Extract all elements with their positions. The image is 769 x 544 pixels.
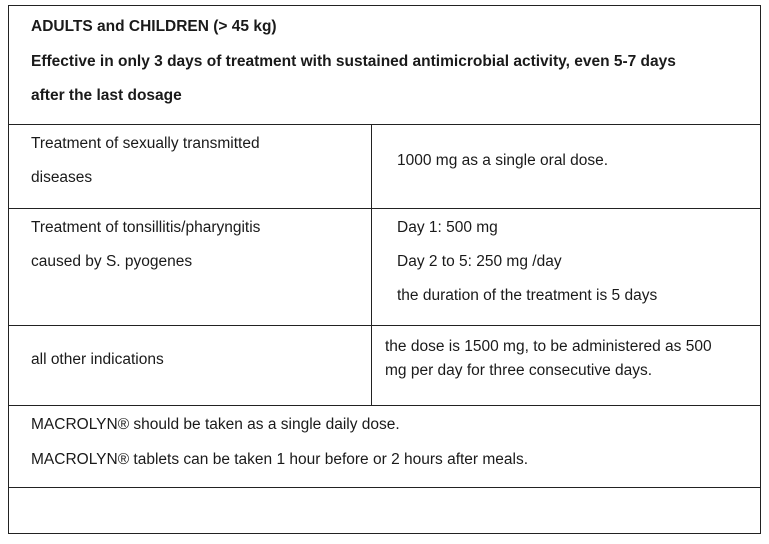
- note-line-2: MACROLYN® tablets can be taken 1 hour before or 2 hours after meals.: [31, 451, 529, 468]
- dose-line-2: Day 2 to 5: 250 mg /day: [397, 253, 562, 270]
- dose-line-1: Day 1: 500 mg: [397, 219, 498, 236]
- notes-row: [9, 406, 760, 488]
- dosage-row-other: [9, 326, 760, 406]
- indication-line-1: all other indications: [31, 351, 164, 368]
- dose-line-1: 1000 mg as a single oral dose.: [397, 152, 609, 169]
- header-title: ADULTS and CHILDREN (> 45 kg): [31, 18, 277, 35]
- dose-line-2: mg per day for three consecutive days.: [385, 362, 653, 379]
- column-divider: [371, 326, 372, 405]
- indication-line-2: caused by S. pyogenes: [31, 253, 193, 270]
- dosage-row-tonsillitis: [9, 209, 760, 326]
- dosage-table: [8, 5, 761, 534]
- dosage-row-std: [9, 125, 760, 209]
- header-subtitle-line-1: Effective in only 3 days of treatment with sustained antimicrobial activity, even 5-7 days: [31, 53, 676, 70]
- dose-line-3: the duration of the treatment is 5 days: [397, 287, 658, 304]
- header-row: [9, 6, 760, 125]
- empty-row: [9, 488, 760, 533]
- header-subtitle-line-2: after the last dosage: [31, 87, 182, 104]
- indication-line-2: diseases: [31, 169, 93, 186]
- indication-line-1: Treatment of tonsillitis/pharyngitis: [31, 219, 261, 236]
- indication-line-1: Treatment of sexually transmitted: [31, 135, 260, 152]
- dose-line-1: the dose is 1500 mg, to be administered as 500: [385, 338, 712, 355]
- note-line-1: MACROLYN® should be taken as a single daily dose.: [31, 416, 400, 433]
- column-divider: [371, 209, 372, 325]
- column-divider: [371, 125, 372, 208]
